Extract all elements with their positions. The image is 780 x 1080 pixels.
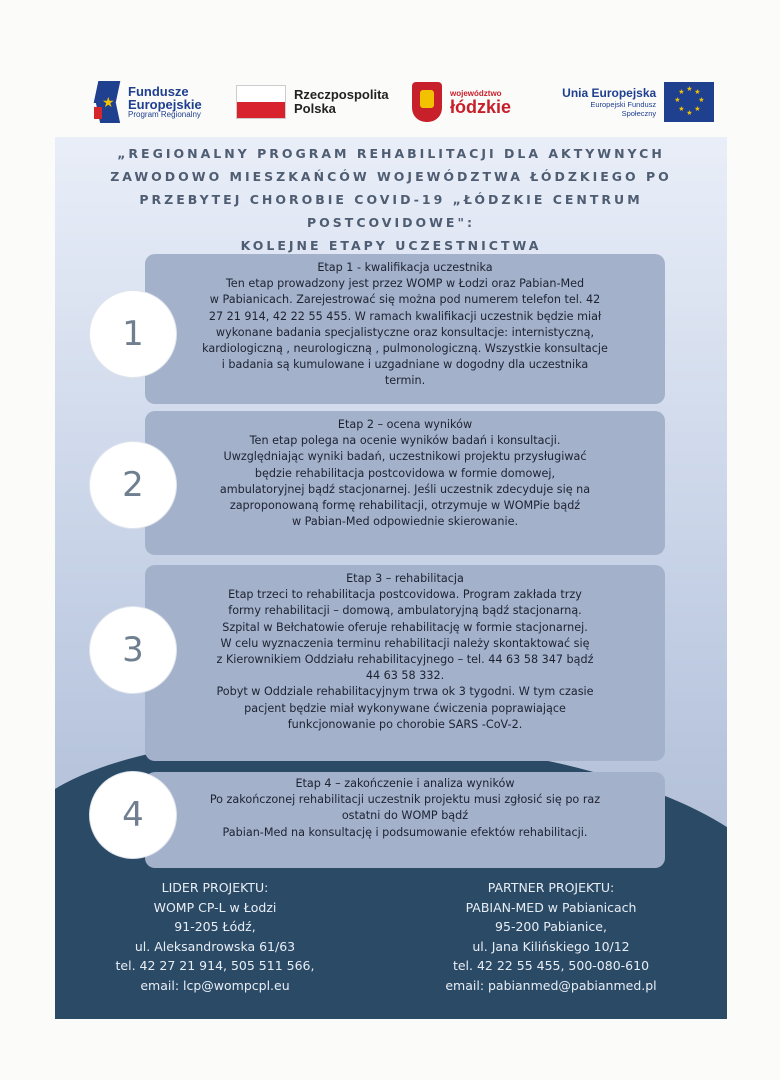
stage-line: Po zakończonej rehabilitacji uczestnik projektu musi zgłosić się po raz [209,793,601,807]
partner-heading: PARTNER PROJEKTU: [487,880,615,895]
stage-line: Ten etap prowadzony jest przez WOMP w Łodzi oraz Pabian-Med [225,277,585,291]
unia-europejska-logo [554,70,714,134]
eu-flag-icon: ★ ★ ★ ★ ★ ★ ★ ★ [664,82,714,122]
partner-postal: 95-200 Pabianice, [495,919,607,934]
fe-logo-line2: Europejskie [128,97,202,112]
fundusze-europejskie-logo [94,70,202,134]
stage-line: będzie rehabilitacja postcovidowa w formie domowej, [254,466,556,480]
stage-heading: Etap 4 – zakończenie i analiza wyników [295,777,515,790]
stage-line: Pabian-Med na konsultację i podsumowanie efektów rehabilitacji. [222,825,588,839]
polish-flag-icon [236,85,286,119]
stage-line: i badania są kumulowane i uzgadniane w dogodny dla uczestnika [221,358,589,372]
ue-logo-line1: Unia Europejska [562,86,657,100]
partner-phone: tel. 42 22 55 455, 500-080-610 [452,958,650,973]
ue-logo-line2: Europejski Fundusz Społeczny [590,100,657,118]
stage-heading: Etap 3 – rehabilitacja [346,572,464,585]
stage-number-badge: 4 [90,772,176,858]
stage-line: Uwzględniając wyniki badań, uczestnikowi projektu przysługiwać [223,450,587,464]
leader-name: WOMP CP-L w Łodzi [153,899,277,915]
rp-logo-line2: Polska [294,101,336,116]
stage-line: Pobyt w Oddziale rehabilitacyjnym trwa ok 3 tygodni. W tym czasie [216,685,594,699]
wl-logo-line2: łódzkie [450,96,512,117]
poster [55,137,727,1019]
stage-line: pacjent będzie miał wykonywane ćwiczenia poprawiające [244,701,566,715]
stage-line: kardiologiczną , neurologiczną , pulmonologiczną. Wszystkie konsultacje [202,342,608,356]
leader-heading: LIDER PROJEKTU: [161,880,269,895]
lodzkie-crest-icon [412,82,442,122]
title-line-5: KOLEJNE ETAPY UCZESTNICTWA [240,238,542,253]
stage-line: 27 21 914, 42 22 55 455. W ramach kwalifikacji uczestnik będzie miał [208,309,602,323]
stage-line: zaproponowaną formę rehabilitacji, otrzymuje w WOMPie bądź [229,499,581,513]
leader-postal: 91-205 Łódź, [174,919,256,934]
leader-email: email: lcp@wompcpl.eu [140,977,290,993]
stage-line: termin. [384,374,426,388]
stage-line: 44 63 58 332. [365,669,445,683]
stage-3-box [145,565,665,761]
stage-line: W celu wyznaczenia terminu rehabilitacji należy skontaktować się [220,636,590,650]
partner-contact [405,878,697,995]
title-line-4: POSTCOVIDOWE": [307,215,475,230]
leader-contact [95,878,335,995]
stage-heading: Etap 2 – ocena wyników [337,418,473,431]
title-line-1: „REGIONALNY PROGRAM REHABILITACJI DLA AKTYWNYCH [117,146,665,161]
title-line-3: PRZEBYTEJ CHOROBIE COVID-19 „ŁÓDZKIE CENTRUM [139,192,643,207]
stage-line: Etap trzeci to rehabilitacja postcovidowa. Program zakłada trzy [228,588,582,602]
stage-line: ambulatoryjnej bądź stacjonarnej. Jeśli uczestnik zdecyduje się na [219,482,591,496]
fe-logo-line1: Fundusze [128,84,189,99]
fe-mark-icon: ★ [94,77,122,127]
rp-logo-line1: Rzeczpospolita [294,87,389,103]
partner-email: email: pabianmed@pabianmed.pl [445,977,657,993]
stage-line: z Kierownikiem Oddziału rehabilitacyjnego – tel. 44 63 58 347 bądź [216,653,594,667]
stage-line: w Pabian-Med odpowiednie skierowanie. [291,515,519,529]
logo-bar [88,70,714,134]
stage-line: Ten etap polega na ocenie wyników badań i konsultacji. [249,434,561,448]
fe-logo-line3: Program Regionalny [128,110,201,119]
stage-line: ostatni do WOMP bądź [341,809,469,823]
stage-1-box [145,254,665,404]
stage-4-box [145,772,665,868]
stage-line: wykonane badania specjalistyczne oraz konsultacje: internistyczną, [215,325,595,339]
stage-number-badge: 2 [90,442,176,528]
rzeczpospolita-polska-logo [236,70,389,134]
stage-number-badge: 3 [90,607,176,693]
poster-title [55,142,727,257]
stage-line: formy rehabilitacji – domową, ambulatoryjną bądź stacjonarną. [228,604,582,618]
stage-line: Szpital w Bełchatowie oferuje rehabilitację w formie stacjonarnej. [222,620,588,634]
stage-line: w Pabianicach. Zarejestrować się można pod numerem telefon tel. 42 [209,293,601,307]
wl-logo-line1: województwo [450,88,502,98]
leader-phone: tel. 42 27 21 914, 505 511 566, [115,958,315,973]
title-line-2: ZAWODOWO MIESZKAŃCÓW WOJEWÓDZTWA ŁÓDZKIEGO PO [110,169,672,184]
partner-name: PABIAN-MED w Pabianicach [465,899,637,915]
stage-line: funkcjonowanie po chorobie SARS -CoV-2. [287,717,523,731]
partner-street: ul. Jana Kilińskiego 10/12 [472,938,630,954]
stage-2-box [145,411,665,555]
wojewodztwo-lodzkie-logo [412,70,511,134]
stage-heading: Etap 1 - kwalifikacja uczestnika [317,261,493,274]
leader-street: ul. Aleksandrowska 61/63 [134,938,296,954]
stage-number-badge: 1 [90,291,176,377]
